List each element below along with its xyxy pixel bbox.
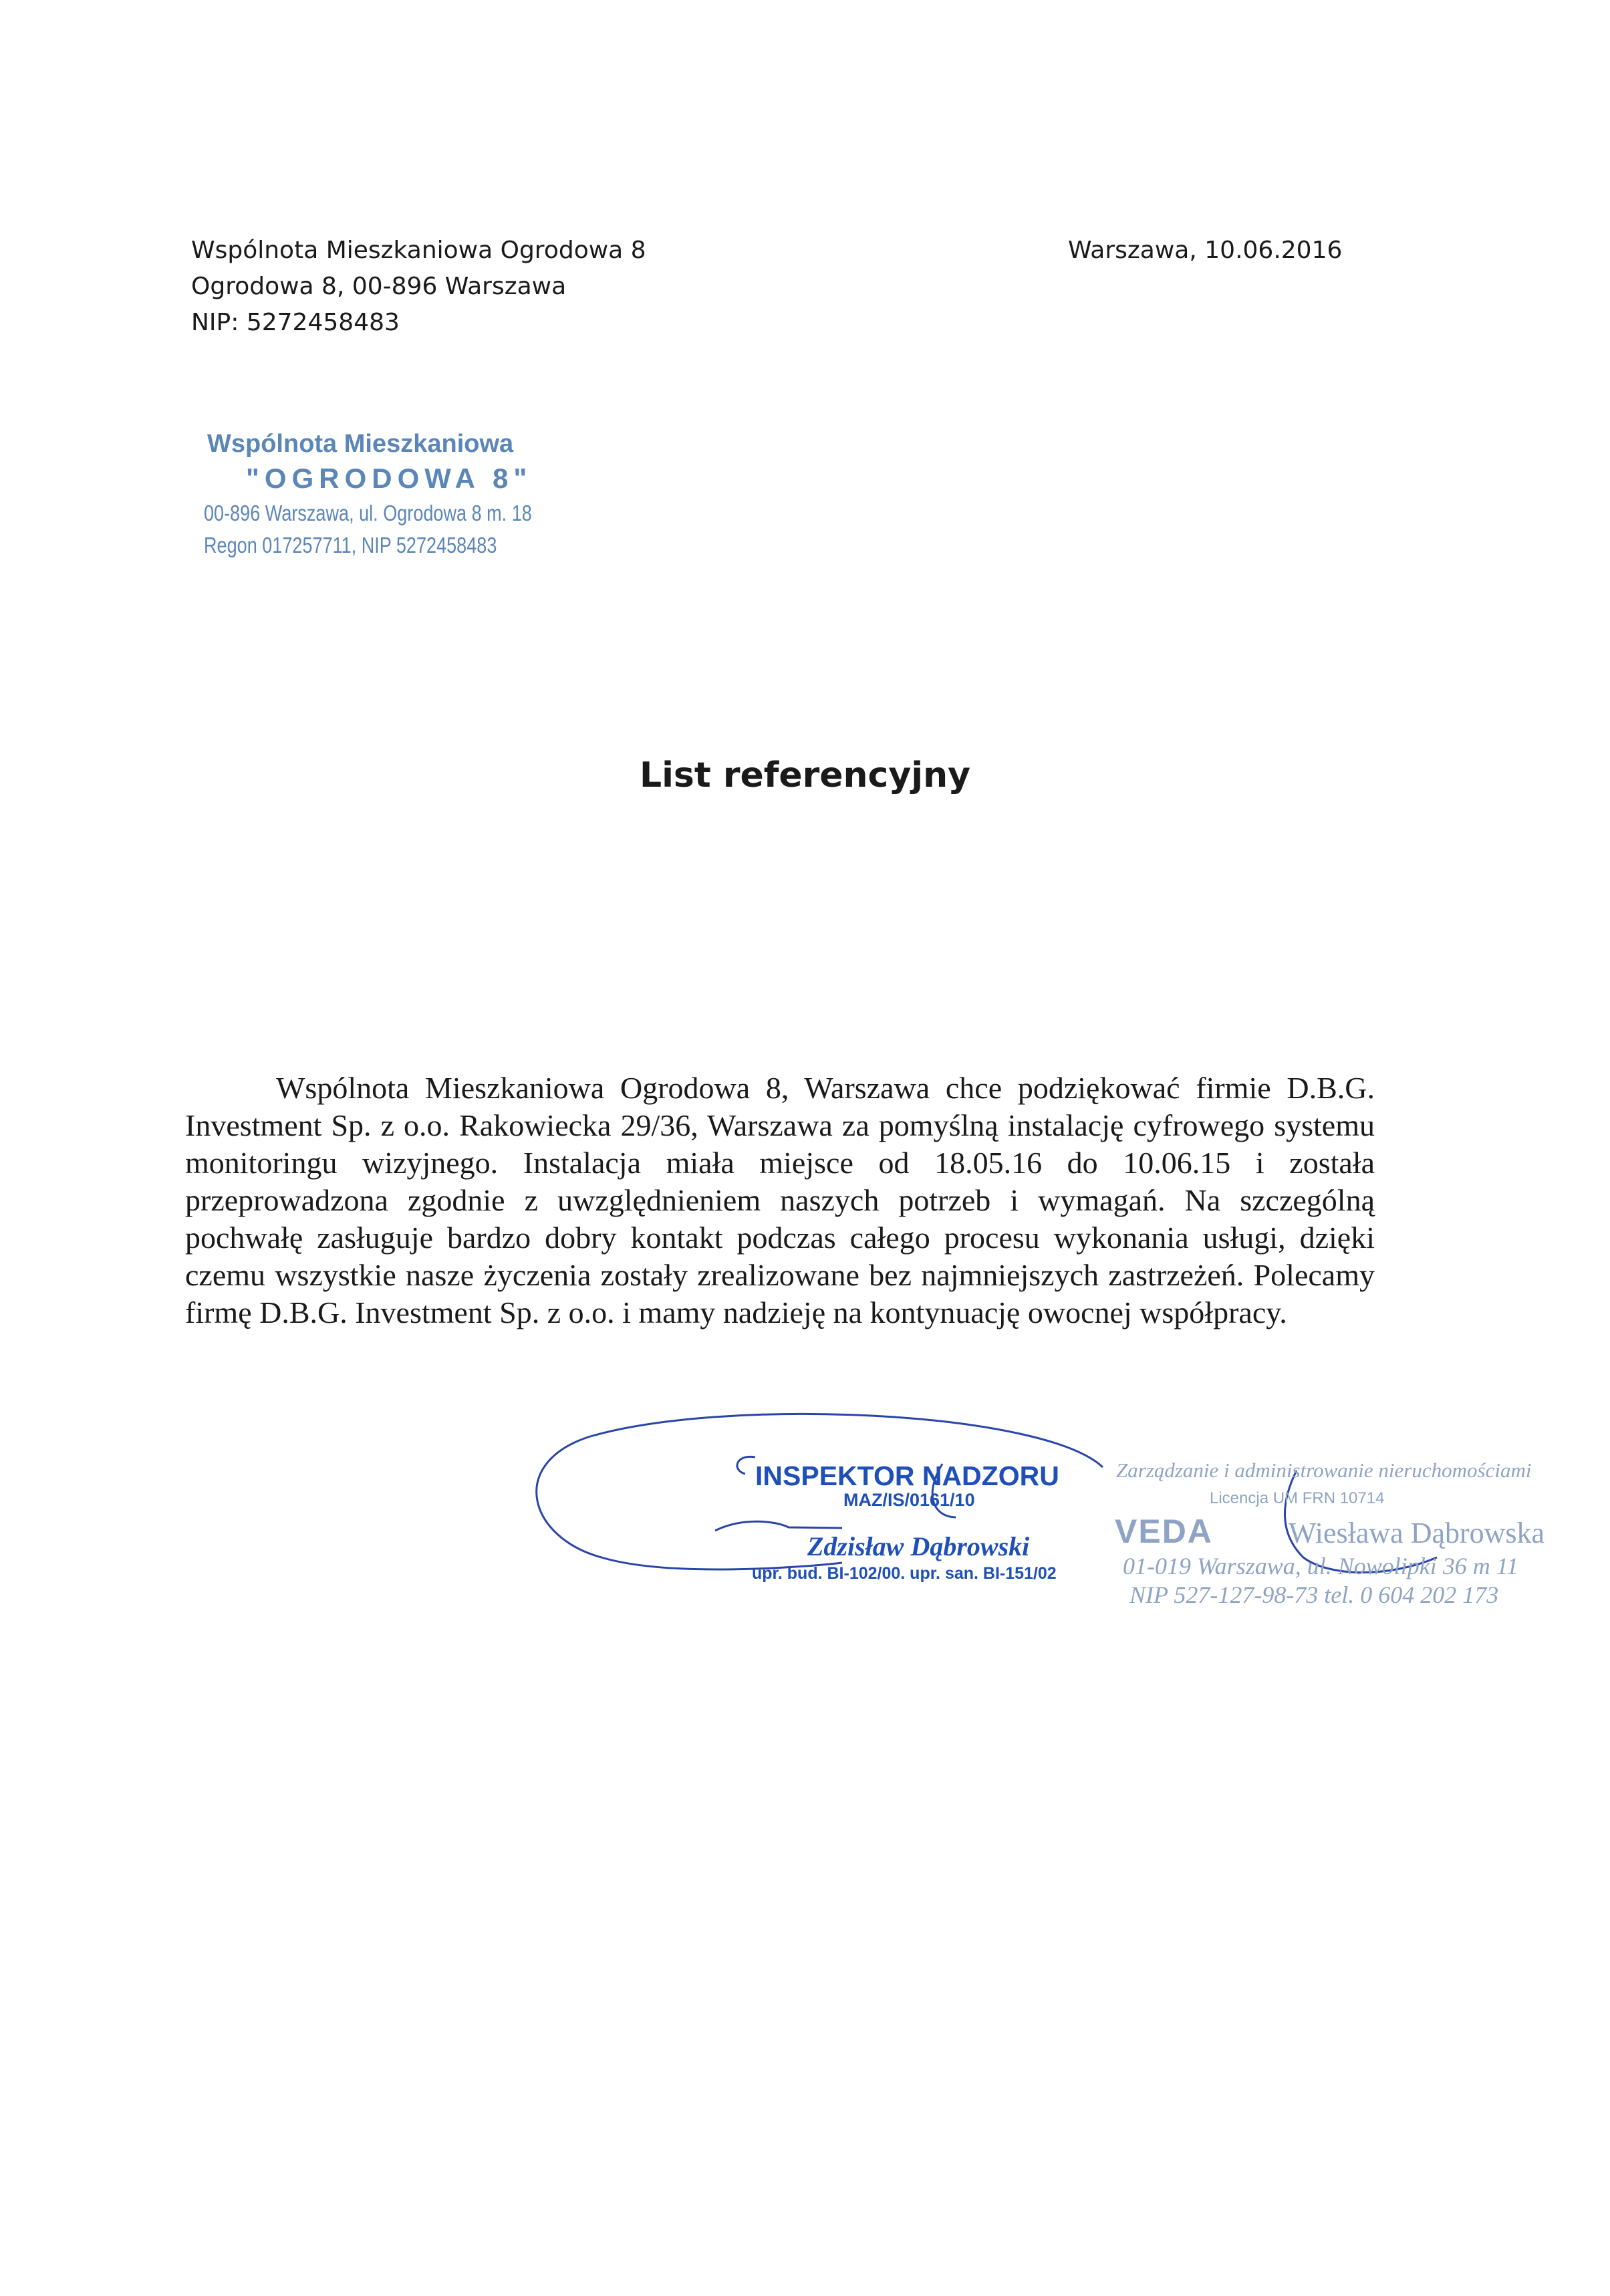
veda-license: Licencja UM FRN 10714: [1210, 1489, 1385, 1507]
veda-logo: VEDA: [1115, 1513, 1213, 1550]
veda-contact: NIP 527-127-98-73 tel. 0 604 202 173: [1129, 1581, 1499, 1608]
veda-address: 01-019 Warszawa, ul. Nowolipki 36 m 11: [1123, 1553, 1519, 1579]
stamp-line-1: Wspólnota Mieszkaniowa: [207, 430, 514, 458]
inspector-number: MAZ/IS/0161/10: [843, 1490, 975, 1510]
page-title: List referencyjny: [639, 755, 971, 795]
sender-street: Ogrodowa 8, 00-896 Warszawa: [191, 273, 567, 300]
veda-tagline: Zarządzanie i administrowanie nieruchomościami: [1116, 1458, 1532, 1482]
stamp-line-2: "OGRODOWA 8": [246, 463, 533, 494]
inspector-name: Zdzisław Dąbrowski: [807, 1531, 1030, 1561]
letter-body: Wspólnota Mieszkaniowa Ogrodowa 8, Warszawa chce podziękować firmie D.B.G. Investment Sp. z o.o. Rakowiecka 29/36, Warszawa za pomyślną instalację cyfrowego systemu monitoringu wizyjnego. Instalacja miała miejsce od 18.05.16 do 10.06.15 i została przeprowadzona zgodnie z uwzględnieniem naszych potrzeb i wymagań. Na szczególną pochwałę zasługuje bardzo dobry kontakt podczas całego procesu wykonania usługi, dzięki czemu wszystkie nasze życzenia zostały zrealizowane bez najmniejszych zastrzeżeń. Polecamy firmę D.B.G. Investment Sp. z o.o. i mamy nadzieję na kontynuację owocnej współpracy.: [185, 1071, 1375, 1329]
inspector-title: INSPEKTOR NADZORU: [755, 1460, 1059, 1491]
veda-owner: Wiesława Dąbrowska: [1289, 1517, 1545, 1549]
letter-date: Warszawa, 10.06.2016: [1068, 237, 1343, 264]
stamp-line-4: Regon 017257711, NIP 5272458483: [204, 533, 497, 557]
inspector-permits: upr. bud. BI-102/00. upr. san. BI-151/02: [752, 1564, 1057, 1583]
signature-stroke-1: [737, 1456, 755, 1474]
signature-underline: [715, 1521, 842, 1531]
sender-name: Wspólnota Mieszkaniowa Ogrodowa 8: [191, 237, 646, 264]
stamp-line-3: 00-896 Warszawa, ul. Ogrodowa 8 m. 18: [204, 501, 532, 525]
sender-nip: NIP: 5272458483: [191, 309, 400, 336]
